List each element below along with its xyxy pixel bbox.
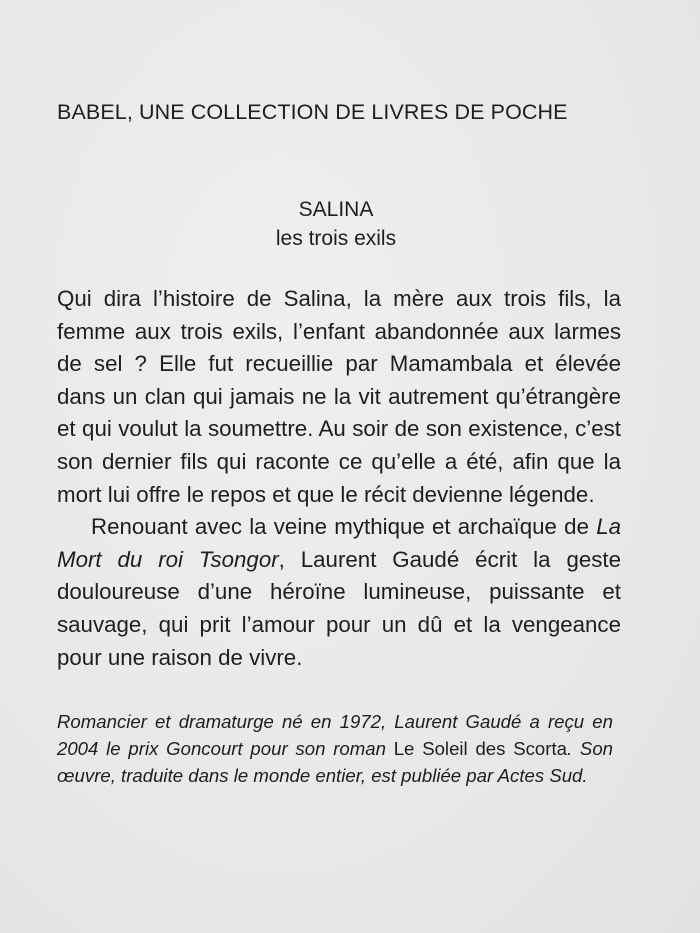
book-subtitle: les trois exils — [275, 227, 397, 250]
referenced-book-title: La Mort du roi Tsongor — [57, 514, 621, 572]
novel-title: Le Soleil des Scorta — [393, 738, 567, 759]
author-bio — [57, 708, 613, 789]
author-bio-part-1: Romancier et dramaturge né en 1972, Laurent Gaudé a reçu en 2004 le prix Goncourt pour son roman — [57, 711, 613, 759]
title-block — [0, 196, 672, 254]
book-title: SALINA — [298, 198, 374, 221]
blurb-paragraph-2 — [57, 511, 621, 674]
author-bio-part-2: . Son œuvre, traduite dans le monde entier, est publiée par Actes Sud. — [57, 738, 614, 786]
blurb-paragraph-2-start: Renouant avec la veine mythique et archaïque de — [91, 514, 589, 540]
collection-header: BABEL, UNE COLLECTION DE LIVRES DE POCHE — [57, 100, 568, 124]
blurb-paragraph-2-end: , Laurent Gaudé écrit la geste douloureuse d’une héroïne lumineuse, puissante et sauvage, qui prit l’amour pour un dû et la vengeance pour une raison de vivre. — [57, 546, 621, 670]
book-blurb — [57, 283, 621, 674]
blurb-paragraph-1: Qui dira l’histoire de Salina, la mère aux trois fils, la femme aux trois exils, l’enfant abandonnée aux larmes de sel ? Elle fut recueillie par Mamambala et élevée dans un clan qui jamais ne la vit autrement qu’étrangère et qui voulut la soumettre. Au soir de son existence, c’est son dernier fils qui raconte ce qu’elle a été, afin que la mort lui offre le repos et que le récit devienne légende. — [57, 286, 621, 507]
